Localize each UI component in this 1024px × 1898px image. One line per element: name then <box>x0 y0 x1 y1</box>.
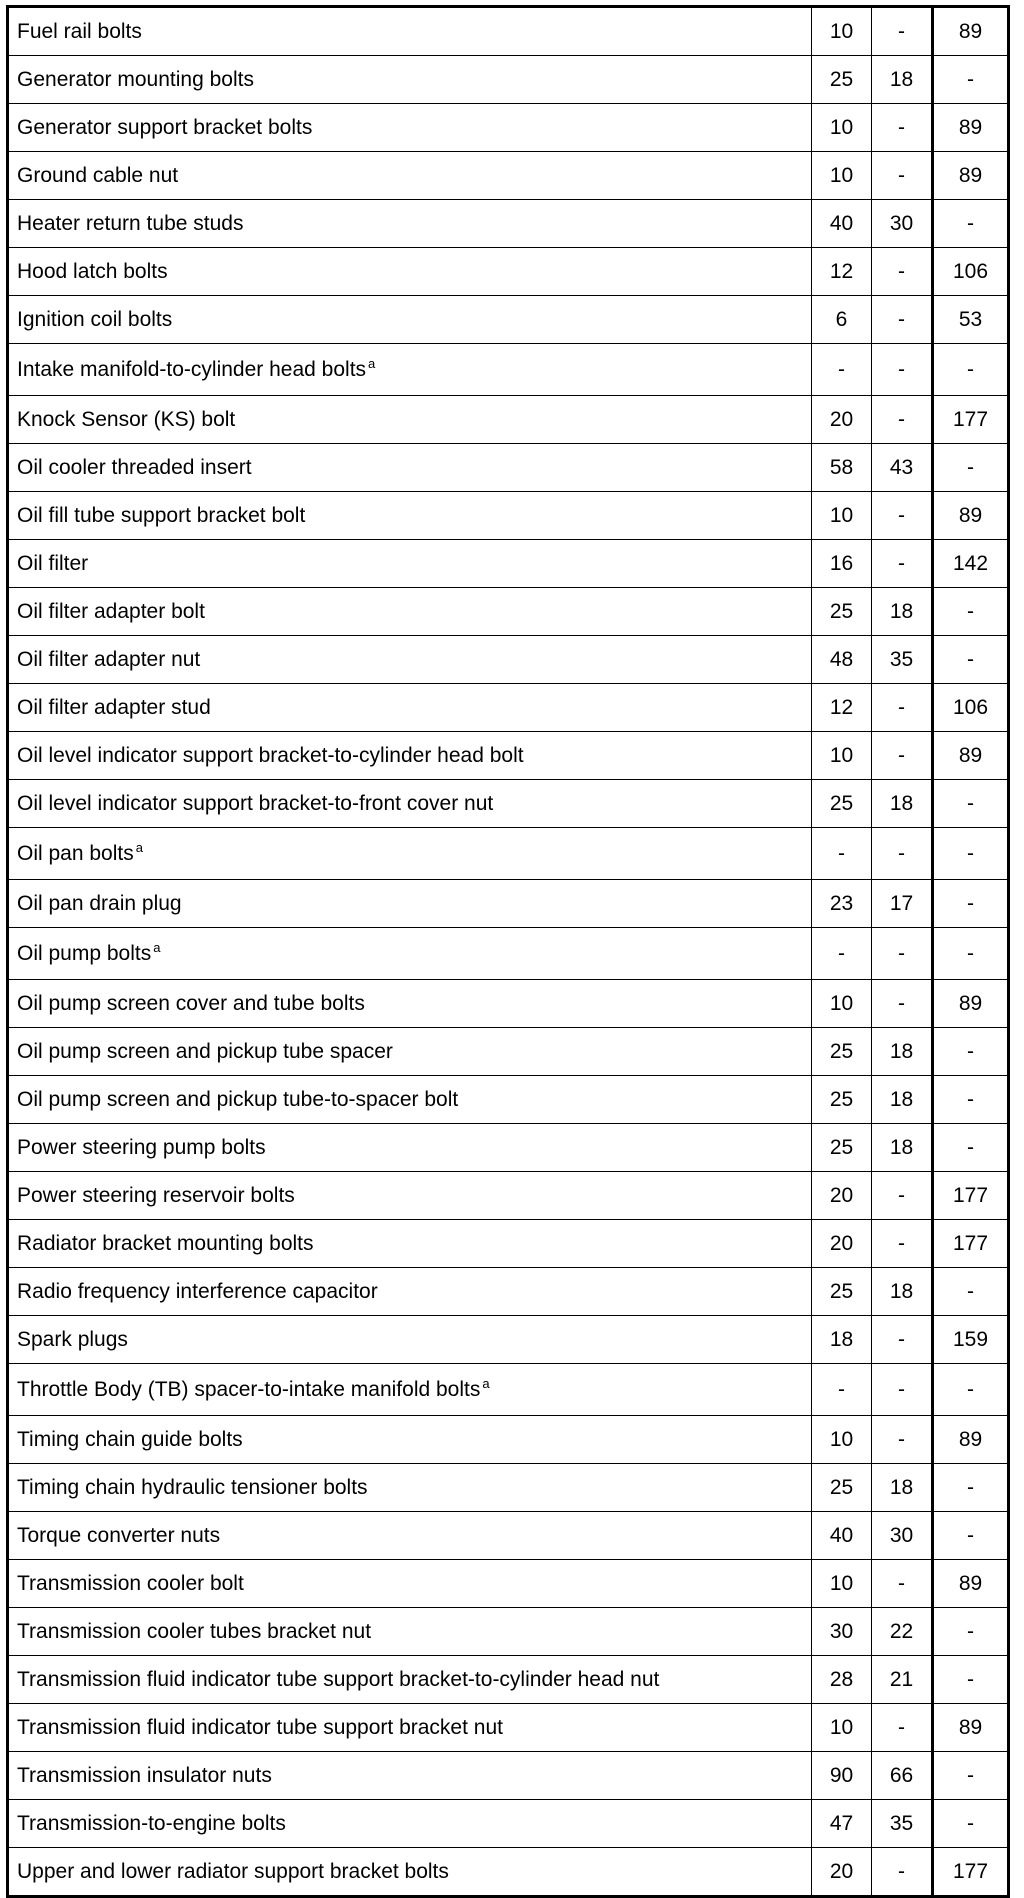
row-description-cell <box>8 396 812 444</box>
table-row <box>8 1316 1009 1364</box>
torque-lb-in-cell: - <box>933 588 1009 636</box>
torque-lb-in-cell: - <box>933 1512 1009 1560</box>
table-row <box>8 540 1009 588</box>
footnote-marker: a <box>482 1375 490 1391</box>
torque-lb-ft-cell: - <box>872 1704 933 1752</box>
torque-nm-cell: 25 <box>812 1028 872 1076</box>
row-description: Oil filter adapter stud <box>17 695 211 719</box>
torque-lb-ft-cell: - <box>872 980 933 1028</box>
table-row <box>8 152 1009 200</box>
torque-lb-in-cell: - <box>933 1268 1009 1316</box>
torque-lb-in-cell: 177 <box>933 1220 1009 1268</box>
table-row <box>8 248 1009 296</box>
torque-lb-ft-cell: - <box>872 1172 933 1220</box>
torque-lb-in-cell: - <box>933 828 1009 880</box>
table-row <box>8 1752 1009 1800</box>
torque-lb-ft-cell: - <box>872 732 933 780</box>
table-row <box>8 344 1009 396</box>
torque-lb-ft-cell: 22 <box>872 1608 933 1656</box>
torque-nm-cell: 25 <box>812 780 872 828</box>
row-description: Transmission cooler bolt <box>17 1571 244 1595</box>
torque-nm-cell: 10 <box>812 104 872 152</box>
footnote-marker: a <box>153 939 161 955</box>
row-description-cell <box>8 296 812 344</box>
row-description-cell <box>8 444 812 492</box>
torque-lb-in-cell: - <box>933 1800 1009 1848</box>
torque-lb-ft-cell: 17 <box>872 880 933 928</box>
row-description: Oil filter adapter nut <box>17 647 201 671</box>
torque-lb-in-cell: 89 <box>933 1416 1009 1464</box>
torque-lb-ft-cell: - <box>872 104 933 152</box>
row-description: Power steering reservoir bolts <box>17 1183 295 1207</box>
row-description: Spark plugs <box>17 1327 128 1351</box>
row-description-cell <box>8 344 812 396</box>
torque-lb-ft-cell: - <box>872 1364 933 1416</box>
row-description: Oil pump screen and pickup tube-to-spacer bolt <box>17 1087 459 1111</box>
torque-lb-ft-cell: - <box>872 248 933 296</box>
torque-nm-cell: 58 <box>812 444 872 492</box>
row-description-cell <box>8 1704 812 1752</box>
table-body <box>8 7 1009 1897</box>
torque-lb-in-cell: - <box>933 1656 1009 1704</box>
torque-lb-in-cell: 89 <box>933 732 1009 780</box>
torque-lb-ft-cell: 35 <box>872 1800 933 1848</box>
torque-lb-ft-cell: 21 <box>872 1656 933 1704</box>
row-description: Oil cooler threaded insert <box>17 455 252 479</box>
table-row <box>8 7 1009 56</box>
torque-lb-ft-cell: - <box>872 7 933 56</box>
row-description-cell <box>8 1848 812 1897</box>
torque-nm-cell: 12 <box>812 248 872 296</box>
torque-nm-cell: 40 <box>812 1512 872 1560</box>
table-row <box>8 1268 1009 1316</box>
torque-lb-ft-cell: 30 <box>872 200 933 248</box>
torque-nm-cell: 90 <box>812 1752 872 1800</box>
table-row <box>8 1656 1009 1704</box>
row-description: Upper and lower radiator support bracket bolts <box>17 1859 449 1883</box>
row-description: Ignition coil bolts <box>17 307 173 331</box>
table-row <box>8 1124 1009 1172</box>
table-row <box>8 492 1009 540</box>
torque-lb-in-cell: - <box>933 780 1009 828</box>
torque-lb-in-cell: 89 <box>933 980 1009 1028</box>
table-row <box>8 1800 1009 1848</box>
torque-nm-cell: 25 <box>812 1076 872 1124</box>
torque-nm-cell: 30 <box>812 1608 872 1656</box>
torque-lb-in-cell: 142 <box>933 540 1009 588</box>
torque-nm-cell: 25 <box>812 1268 872 1316</box>
torque-lb-ft-cell: - <box>872 396 933 444</box>
torque-lb-ft-cell: 43 <box>872 444 933 492</box>
torque-nm-cell: 12 <box>812 684 872 732</box>
row-description: Oil pump screen and pickup tube spacer <box>17 1039 393 1063</box>
row-description: Oil level indicator support bracket-to-front cover nut <box>17 791 494 815</box>
table-row <box>8 1172 1009 1220</box>
row-description-cell <box>8 732 812 780</box>
table-row <box>8 780 1009 828</box>
row-description: Oil pump bolts <box>17 941 152 965</box>
row-description-cell <box>8 1608 812 1656</box>
table-row <box>8 1560 1009 1608</box>
torque-lb-ft-cell: 18 <box>872 1464 933 1512</box>
row-description: Timing chain hydraulic tensioner bolts <box>17 1475 368 1499</box>
row-description: Oil fill tube support bracket bolt <box>17 503 306 527</box>
row-description: Ground cable nut <box>17 163 179 187</box>
torque-lb-ft-cell: - <box>872 1220 933 1268</box>
row-description-cell <box>8 880 812 928</box>
torque-nm-cell: - <box>812 344 872 396</box>
torque-nm-cell: 20 <box>812 1220 872 1268</box>
torque-nm-cell: 20 <box>812 1172 872 1220</box>
row-description: Generator support bracket bolts <box>17 115 313 139</box>
torque-lb-ft-cell: - <box>872 540 933 588</box>
torque-lb-ft-cell: - <box>872 828 933 880</box>
row-description-cell <box>8 1656 812 1704</box>
row-description: Oil pan bolts <box>17 841 134 865</box>
row-description: Transmission insulator nuts <box>17 1763 272 1787</box>
footnote-marker: a <box>368 355 376 371</box>
row-description-cell <box>8 588 812 636</box>
torque-lb-in-cell: 89 <box>933 152 1009 200</box>
torque-lb-in-cell: 106 <box>933 248 1009 296</box>
torque-lb-ft-cell: 18 <box>872 588 933 636</box>
torque-lb-in-cell: - <box>933 1124 1009 1172</box>
torque-lb-in-cell: 89 <box>933 104 1009 152</box>
row-description-cell <box>8 1560 812 1608</box>
torque-lb-in-cell: - <box>933 1752 1009 1800</box>
table-row <box>8 1464 1009 1512</box>
torque-lb-in-cell: - <box>933 444 1009 492</box>
row-description-cell <box>8 1416 812 1464</box>
torque-lb-ft-cell: 18 <box>872 1268 933 1316</box>
row-description: Transmission fluid indicator tube support bracket nut <box>17 1715 503 1739</box>
row-description-cell <box>8 1076 812 1124</box>
torque-lb-in-cell: - <box>933 344 1009 396</box>
torque-lb-in-cell: 53 <box>933 296 1009 344</box>
table-row <box>8 1220 1009 1268</box>
footnote-marker: a <box>135 839 143 855</box>
table-row <box>8 1028 1009 1076</box>
torque-nm-cell: 23 <box>812 880 872 928</box>
torque-lb-in-cell: 177 <box>933 1172 1009 1220</box>
torque-nm-cell: 10 <box>812 980 872 1028</box>
torque-nm-cell: 20 <box>812 396 872 444</box>
torque-nm-cell: 25 <box>812 1464 872 1512</box>
table-row <box>8 396 1009 444</box>
torque-lb-ft-cell: 18 <box>872 1028 933 1076</box>
torque-nm-cell: 40 <box>812 200 872 248</box>
torque-lb-in-cell: 89 <box>933 1560 1009 1608</box>
torque-lb-in-cell: 177 <box>933 1848 1009 1897</box>
row-description: Knock Sensor (KS) bolt <box>17 407 236 431</box>
torque-lb-in-cell: - <box>933 1076 1009 1124</box>
torque-lb-in-cell: 159 <box>933 1316 1009 1364</box>
torque-lb-ft-cell: - <box>872 296 933 344</box>
torque-lb-ft-cell: - <box>872 492 933 540</box>
row-description: Throttle Body (TB) spacer-to-intake manifold bolts <box>17 1377 481 1401</box>
row-description-cell <box>8 1316 812 1364</box>
torque-lb-ft-cell: 18 <box>872 780 933 828</box>
torque-lb-ft-cell: - <box>872 928 933 980</box>
torque-lb-in-cell: - <box>933 880 1009 928</box>
row-description-cell <box>8 1220 812 1268</box>
row-description-cell <box>8 7 812 56</box>
torque-nm-cell: - <box>812 928 872 980</box>
torque-nm-cell: 10 <box>812 1560 872 1608</box>
table-row <box>8 444 1009 492</box>
torque-lb-ft-cell: 66 <box>872 1752 933 1800</box>
torque-nm-cell: 48 <box>812 636 872 684</box>
torque-nm-cell: 10 <box>812 152 872 200</box>
table-row <box>8 1848 1009 1897</box>
torque-lb-in-cell: 89 <box>933 1704 1009 1752</box>
torque-specifications-table <box>6 5 1010 1898</box>
torque-lb-ft-cell: - <box>872 1560 933 1608</box>
row-description-cell <box>8 1124 812 1172</box>
torque-lb-in-cell: - <box>933 1028 1009 1076</box>
row-description: Torque converter nuts <box>17 1523 221 1547</box>
torque-lb-ft-cell: - <box>872 152 933 200</box>
row-description: Transmission-to-engine bolts <box>17 1811 286 1835</box>
torque-lb-ft-cell: - <box>872 1848 933 1897</box>
torque-lb-in-cell: 106 <box>933 684 1009 732</box>
table-row <box>8 200 1009 248</box>
row-description-cell <box>8 1464 812 1512</box>
table-row <box>8 1704 1009 1752</box>
row-description: Power steering pump bolts <box>17 1135 266 1159</box>
table-row <box>8 684 1009 732</box>
table-row <box>8 636 1009 684</box>
row-description: Transmission fluid indicator tube support bracket-to-cylinder head nut <box>17 1667 660 1691</box>
row-description-cell <box>8 1364 812 1416</box>
row-description: Heater return tube studs <box>17 211 244 235</box>
row-description: Transmission cooler tubes bracket nut <box>17 1619 372 1643</box>
row-description-cell <box>8 492 812 540</box>
table-row <box>8 588 1009 636</box>
row-description: Hood latch bolts <box>17 259 168 283</box>
torque-nm-cell: 10 <box>812 492 872 540</box>
table-row <box>8 732 1009 780</box>
torque-lb-in-cell: - <box>933 200 1009 248</box>
torque-nm-cell: 10 <box>812 732 872 780</box>
torque-nm-cell: 18 <box>812 1316 872 1364</box>
torque-lb-in-cell: - <box>933 928 1009 980</box>
torque-nm-cell: 10 <box>812 1704 872 1752</box>
table-row <box>8 1416 1009 1464</box>
row-description-cell <box>8 1800 812 1848</box>
torque-lb-in-cell: 89 <box>933 492 1009 540</box>
torque-lb-in-cell: - <box>933 636 1009 684</box>
row-description: Radiator bracket mounting bolts <box>17 1231 314 1255</box>
row-description: Radio frequency interference capacitor <box>17 1279 378 1303</box>
torque-lb-ft-cell: 30 <box>872 1512 933 1560</box>
table-row <box>8 880 1009 928</box>
torque-lb-ft-cell: - <box>872 684 933 732</box>
table-row <box>8 980 1009 1028</box>
table-row <box>8 828 1009 880</box>
torque-nm-cell: 28 <box>812 1656 872 1704</box>
torque-lb-ft-cell: - <box>872 1316 933 1364</box>
torque-nm-cell: 25 <box>812 588 872 636</box>
torque-lb-in-cell: 89 <box>933 7 1009 56</box>
torque-lb-in-cell: - <box>933 1464 1009 1512</box>
row-description: Oil filter <box>17 551 89 575</box>
row-description: Oil filter adapter bolt <box>17 599 205 623</box>
torque-nm-cell: 47 <box>812 1800 872 1848</box>
row-description: Oil pan drain plug <box>17 891 182 915</box>
torque-nm-cell: - <box>812 828 872 880</box>
row-description-cell <box>8 636 812 684</box>
table-row <box>8 104 1009 152</box>
row-description-cell <box>8 152 812 200</box>
table-row <box>8 1608 1009 1656</box>
table-row <box>8 296 1009 344</box>
row-description: Oil level indicator support bracket-to-cylinder head bolt <box>17 743 524 767</box>
row-description-cell <box>8 1028 812 1076</box>
torque-nm-cell: 25 <box>812 1124 872 1172</box>
torque-nm-cell: 20 <box>812 1848 872 1897</box>
row-description-cell <box>8 684 812 732</box>
row-description: Oil pump screen cover and tube bolts <box>17 991 365 1015</box>
row-description: Generator mounting bolts <box>17 67 254 91</box>
torque-lb-ft-cell: 35 <box>872 636 933 684</box>
row-description-cell <box>8 828 812 880</box>
row-description: Intake manifold-to-cylinder head bolts <box>17 357 367 381</box>
torque-lb-ft-cell: - <box>872 344 933 396</box>
torque-nm-cell: 10 <box>812 1416 872 1464</box>
row-description: Fuel rail bolts <box>17 19 142 43</box>
row-description-cell <box>8 780 812 828</box>
row-description-cell <box>8 248 812 296</box>
row-description-cell <box>8 1268 812 1316</box>
row-description-cell <box>8 1512 812 1560</box>
row-description-cell <box>8 104 812 152</box>
torque-lb-ft-cell: 18 <box>872 56 933 104</box>
row-description-cell <box>8 1752 812 1800</box>
row-description: Timing chain guide bolts <box>17 1427 243 1451</box>
torque-nm-cell: - <box>812 1364 872 1416</box>
torque-lb-in-cell: 177 <box>933 396 1009 444</box>
torque-nm-cell: 16 <box>812 540 872 588</box>
table-row <box>8 1364 1009 1416</box>
torque-lb-in-cell: - <box>933 1608 1009 1656</box>
torque-lb-ft-cell: - <box>872 1416 933 1464</box>
row-description-cell <box>8 980 812 1028</box>
torque-lb-in-cell: - <box>933 1364 1009 1416</box>
table-row <box>8 56 1009 104</box>
row-description-cell <box>8 200 812 248</box>
torque-lb-in-cell: - <box>933 56 1009 104</box>
row-description-cell <box>8 1172 812 1220</box>
torque-nm-cell: 10 <box>812 7 872 56</box>
torque-nm-cell: 25 <box>812 56 872 104</box>
row-description-cell <box>8 56 812 104</box>
torque-lb-ft-cell: 18 <box>872 1124 933 1172</box>
row-description-cell <box>8 540 812 588</box>
table-row <box>8 928 1009 980</box>
table-row <box>8 1076 1009 1124</box>
torque-lb-ft-cell: 18 <box>872 1076 933 1124</box>
table-row <box>8 1512 1009 1560</box>
row-description-cell <box>8 928 812 980</box>
torque-nm-cell: 6 <box>812 296 872 344</box>
